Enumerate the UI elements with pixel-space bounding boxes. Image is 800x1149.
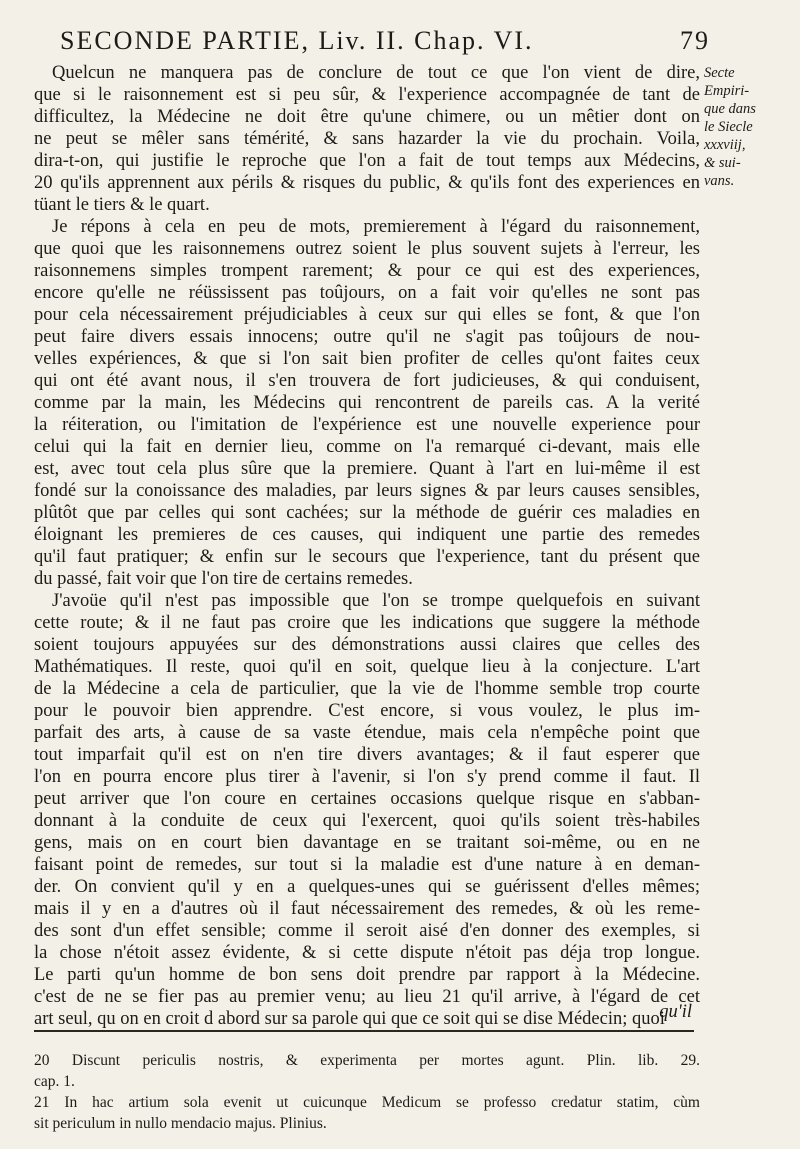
catchword: qu'il bbox=[659, 1002, 692, 1022]
text-line: c'est de ne se fier pas au premier venu; au lieu 21 qu'il arrive, à l'égard de cet bbox=[34, 987, 700, 1007]
text-line: Mathématiques. Il reste, quoi qu'il en soit, quelque lieu à la conjecture. L'art bbox=[34, 657, 700, 677]
text-line: tüant le tiers & le quart. bbox=[34, 195, 210, 215]
text-line: Je répons à cela en peu de mots, premierement à l'égard du raisonnement, bbox=[52, 217, 700, 237]
text-line: soient toujours appuyées sur des démonstrations aussi claires que celles des bbox=[34, 635, 700, 655]
header-title: SECONDE PARTIE, Liv. II. Chap. VI. bbox=[60, 26, 534, 55]
text-line: 20 qu'ils apprennent aux périls & risques du public, & qu'ils font des experiences en bbox=[34, 173, 700, 193]
footnote-line: 21 In hac artium sola evenit ut cuicunque Medicum se professo credatur statim, cùm bbox=[34, 1094, 700, 1111]
text-line: donnant à la conduite de ceux qui l'exercent, quoi qu'ils soient très-habiles bbox=[34, 811, 700, 831]
text-line: J'avoüe qu'il n'est pas impossible que l'on se trompe quelquefois en suivant bbox=[52, 591, 700, 611]
text-line: qu'il faut pratiquer; & enfin sur le secours que l'experience, tant du présent que bbox=[34, 547, 700, 567]
text-line: l'on en pourra encore plus tirer à l'avenir, si l'on s'y prend comme il faut. Il bbox=[34, 767, 700, 787]
running-header bbox=[60, 26, 710, 56]
text-line: tout imparfait qu'il est on n'en tire divers avantages; & il faut esperer que bbox=[34, 745, 700, 765]
footnote-line: 20 Discunt periculis nostris, & experimenta per mortes agunt. Plin. lib. 29. bbox=[34, 1052, 700, 1069]
text-line: de la Médecine a cela de particulier, que la vie de l'homme semble trop courte bbox=[34, 679, 700, 699]
body-text bbox=[34, 62, 700, 1030]
page-number: 79 bbox=[680, 26, 710, 55]
text-line: qui ont été avant nous, il s'en trouvera de fort judicieuses, & qui conduisent, bbox=[34, 371, 700, 391]
text-line: dira-t-on, qui justifie le reproche que l'on a fait de tout temps aux Médecins, bbox=[34, 151, 700, 171]
text-line: gens, mais on en court bien davantage en se traitant soi-même, ou en ne bbox=[34, 833, 700, 853]
text-line: peut faire divers essais innocens; outre qu'il ne s'agit pas toûjours de nou- bbox=[34, 327, 700, 347]
text-line: des sont d'un effet sensible; comme il seroit aisé d'en donner des exemples, si bbox=[34, 921, 700, 941]
text-line: cette route; & il ne faut pas croire que les indications que suggere la méthode bbox=[34, 613, 700, 633]
footnotes bbox=[34, 1050, 700, 1134]
margin-note-line: que dans bbox=[704, 101, 756, 117]
text-line: plûtôt que par celles qui sont cachées; sur la méthode de guérir ces maladies en bbox=[34, 503, 700, 523]
margin-note-line: vans. bbox=[704, 173, 735, 189]
text-line: Le parti qu'un homme de bon sens doit prendre par rapport à la Médecine. bbox=[34, 965, 700, 985]
text-line: fondé sur la conoissance des maladies, par leurs signes & par leurs causes sensibles, bbox=[34, 481, 700, 501]
text-line: que si le raisonnement est si peu sûr, & l'experience accompagnée de tant de bbox=[34, 85, 700, 105]
text-line: faisant point de remedes, sur tout si la maladie est d'une nature à en deman- bbox=[34, 855, 700, 875]
margin-note bbox=[704, 64, 794, 190]
text-line: Quelcun ne manquera pas de conclure de tout ce que l'on vient de dire, bbox=[52, 63, 700, 83]
text-line: encore qu'elle ne réüssissent pas toûjours, on a fait voir qu'elles ne sont pas bbox=[34, 283, 700, 303]
text-line: art seul, qu on en croit d abord sur sa parole qui que ce soit qui se dise Médecin; quoi bbox=[34, 1009, 665, 1029]
text-line: der. On convient qu'il y en a quelques-unes qui se guérissent d'elles mêmes; bbox=[34, 877, 700, 897]
text-line: peut arriver que l'on coure en certaines occasions quelque risque en s'abban- bbox=[34, 789, 700, 809]
text-line: celui qui la fait en dernier lieu, comme on l'a remarqué ci-devant, mais elle bbox=[34, 437, 700, 457]
text-line: mais il y en a d'autres où il faut nécessairement des remedes, & où les reme- bbox=[34, 899, 700, 919]
margin-note-line: Empiri- bbox=[704, 83, 750, 99]
text-line: difficultez, la Médecine ne doit être qu'une chimere, ou un mêtier dont on bbox=[34, 107, 700, 127]
text-line: du passé, fait voir que l'on tire de certains remedes. bbox=[34, 569, 413, 589]
text-line: raisonnemens simples trompent rarement; & pour ce qui est des experiences, bbox=[34, 261, 700, 281]
footnote-line: cap. 1. bbox=[34, 1073, 75, 1090]
margin-note-line: le Siecle bbox=[704, 119, 753, 135]
text-line: pour le pouvoir bien apprendre. C'est encore, si vous voulez, le plus im- bbox=[34, 701, 700, 721]
text-line: pour cela nécessairement préjudiciables à ceux sur qui elles se font, & que l'on bbox=[34, 305, 700, 325]
text-line: la chose n'étoit assez évidente, & si cette dispute n'étoit pas déja trop longue. bbox=[34, 943, 700, 963]
text-line: que quoi que les raisonnemens outrez soient le plus souvent sujets à l'erreur, les bbox=[34, 239, 700, 259]
text-line: velles expériences, & que si l'on sait bien profiter de celles qu'ont faites ceux bbox=[34, 349, 700, 369]
footnote-line: sit periculum in nullo mendacio majus. Plinius. bbox=[34, 1115, 327, 1132]
text-line: ne peut se mêler sans témérité, & sans hazarder la vie du prochain. Voila, bbox=[34, 129, 700, 149]
text-line: éloignant les premieres de ces causes, qui indiquent une partie des remedes bbox=[34, 525, 700, 545]
footnote-rule bbox=[34, 1030, 694, 1032]
text-line: parfait des arts, à cause de sa vaste étendue, mais cela n'empêche point que bbox=[34, 723, 700, 743]
text-line: est, avec tout cela plus sûre que la premiere. Quant à l'art en lui-même il est bbox=[34, 459, 700, 479]
margin-note-line: Secte bbox=[704, 65, 735, 81]
text-line: la réiteration, ou l'imitation de l'expérience est une nouvelle experience pour bbox=[34, 415, 700, 435]
text-line: comme par la main, les Médecins qui rencontrent de pareils cas. A la verité bbox=[34, 393, 700, 413]
margin-note-line: xxxviij, bbox=[704, 137, 746, 153]
margin-note-line: & sui- bbox=[704, 155, 741, 171]
